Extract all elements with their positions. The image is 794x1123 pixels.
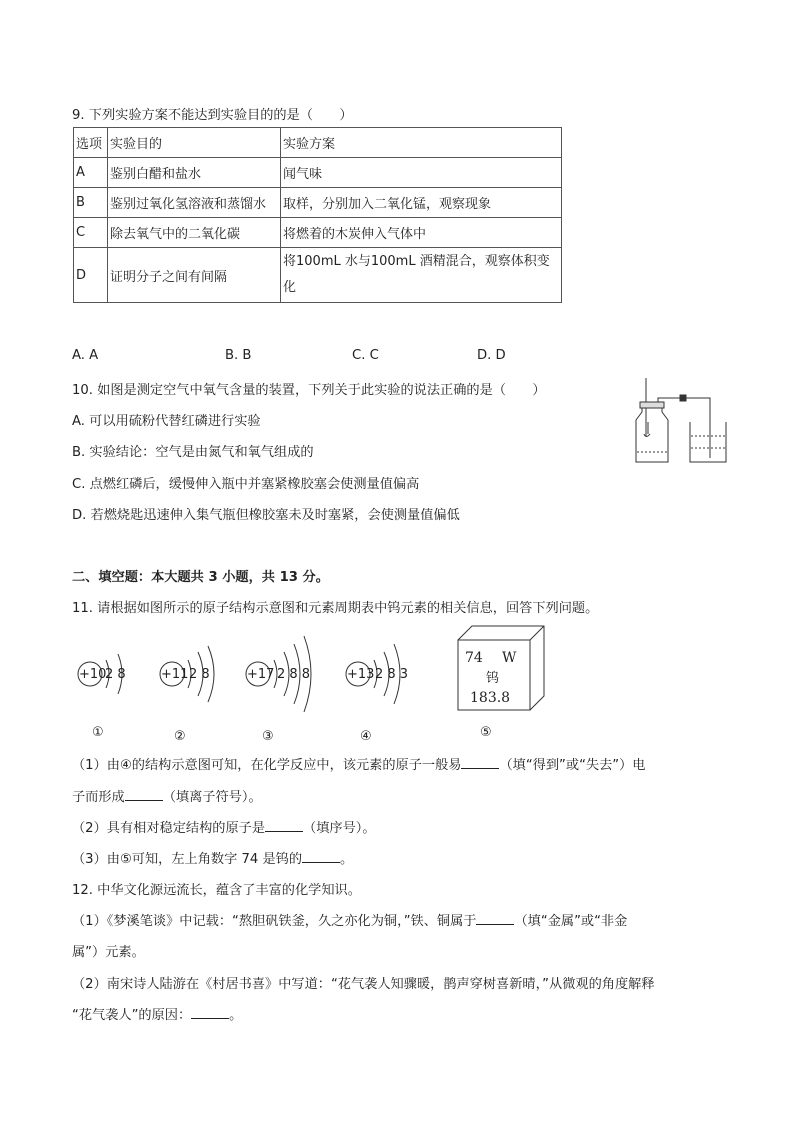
q11-sub3 [72, 848, 353, 867]
q12-sub1-text: （1）《梦溪笔谈》中记载：“熬胆矾铁釜，久之亦化为铜，”铁、铜属于 [72, 914, 477, 929]
q12-sub2-text: “花气袭人”的原因： [72, 1008, 192, 1023]
answer-blank[interactable] [191, 1006, 229, 1019]
cell-plan: 取样，分别加入二氧化锰，观察现象 [281, 188, 562, 218]
q12-stem: 12. 中华文化源远流长，蕴含了丰富的化学知识。 [72, 883, 361, 898]
q9-stem: 9. 下列实验方案不能达到实验目的的是（ ） [72, 108, 353, 123]
element-symbol: W [502, 650, 517, 666]
element-label: ⑤ [480, 725, 492, 740]
q12-sub1-text: （填“金属”或“非金 [514, 914, 628, 929]
cell-option: D [74, 248, 108, 303]
atom-3 [246, 636, 311, 744]
q11-sub2 [72, 817, 376, 836]
atom-3-label: ③ [262, 729, 274, 744]
q12-sub2-text: 。 [229, 1008, 243, 1023]
atom-4 [346, 644, 408, 744]
cell-purpose: 除去氧气中的二氧化碳 [108, 218, 281, 248]
option-d[interactable]: D. D [477, 348, 506, 363]
atom-1 [78, 654, 126, 740]
table-row [74, 188, 562, 218]
header-option: 选项 [74, 128, 108, 158]
cell-purpose: 鉴别过氧化氢溶液和蒸馏水 [108, 188, 281, 218]
q11-sub1-text: （填离子符号）。 [162, 790, 262, 805]
cell-plan [281, 248, 562, 303]
cell-option: B [74, 188, 108, 218]
table-header-row [74, 128, 562, 158]
atom-4-label: ④ [360, 729, 372, 744]
header-plan: 实验方案 [281, 128, 562, 158]
table-row [74, 158, 562, 188]
atom-2 [160, 646, 214, 744]
atom-1-nucleus: +10 [79, 667, 107, 682]
element-box [458, 626, 544, 740]
atom-2-label: ② [174, 729, 186, 744]
atom-3-shells: 2 8 8 [277, 667, 311, 682]
option-c[interactable]: C. C [352, 348, 379, 363]
atom-1-shells: 2 8 [105, 667, 126, 682]
q11-sub2-text: （填序号）。 [303, 821, 376, 836]
atom-2-nucleus: +11 [161, 667, 189, 682]
q11-sub1-line1 [72, 754, 645, 773]
atom-4-nucleus: +13 [347, 667, 375, 682]
option-b[interactable]: B. B [225, 348, 252, 363]
atom-1-label: ① [92, 725, 104, 740]
cell-plan: 将燃着的木炭伸入气体中 [281, 218, 562, 248]
atom-4-shells: 2 8 3 [375, 667, 409, 682]
q11-sub3-text: （3）由⑤可知，左上角数字 74 是钨的 [72, 852, 303, 867]
element-mass: 183.8 [470, 690, 511, 706]
q11-sub3-text: 。 [340, 852, 354, 867]
q10-option-b[interactable]: B. 实验结论：空气是由氮气和氧气组成的 [72, 445, 314, 460]
q11-stem: 11. 请根据如图所示的原子结构示意图和元素周期表中钨元素的相关信息，回答下列问题。 [72, 601, 599, 616]
answer-blank[interactable] [476, 912, 514, 925]
section-title: 二、填空题：本大题共 3 小题，共 13 分。 [72, 570, 329, 585]
q11-sub2-text: （2）具有相对稳定结构的原子是 [72, 821, 266, 836]
header-purpose: 实验目的 [108, 128, 281, 158]
q12-sub1-line1 [72, 910, 627, 929]
plan-line-1: 将100mL 水与100mL 酒精混合，观察体积变 [283, 254, 550, 269]
cell-purpose: 证明分子之间有间隔 [108, 248, 281, 303]
cell-purpose: 鉴别白醋和盐水 [108, 158, 281, 188]
q10-option-a[interactable]: A. 可以用硫粉代替红磷进行实验 [72, 414, 261, 429]
q10-option-c[interactable]: C. 点燃红磷后，缓慢伸入瓶中并塞紧橡胶塞会使测量值偏高 [72, 477, 420, 492]
answer-blank[interactable] [461, 756, 499, 769]
element-name: 钨 [486, 671, 500, 686]
q11-sub1-text: （1）由④的结构示意图可知，在化学反应中，该元素的原子一般易 [72, 758, 462, 773]
q12-sub2-line2 [72, 1004, 242, 1023]
q11-sub1-text: 子而形成 [72, 790, 125, 805]
cell-option: A [74, 158, 108, 188]
q10-option-d[interactable]: D. 若燃烧匙迅速伸入集气瓶但橡胶塞未及时塞紧，会使测量值偏低 [72, 508, 460, 523]
cell-option: C [74, 218, 108, 248]
q9-table [73, 127, 562, 303]
answer-blank[interactable] [265, 819, 303, 832]
q11-sub1-text: （填“得到”或“失去”）电 [499, 758, 646, 773]
q12-sub2-line1: （2）南宋诗人陆游在《村居书喜》中写道：“花气袭人知骤暖，鹊声穿树喜新晴，”从微观的角度解释 [72, 977, 655, 992]
atom-3-nucleus: +17 [247, 667, 275, 682]
table-row [74, 218, 562, 248]
answer-blank[interactable] [125, 788, 163, 801]
table-row [74, 248, 562, 303]
option-a[interactable]: A. A [72, 348, 99, 363]
atom-2-shells: 2 8 [189, 667, 210, 682]
oxygen-apparatus-diagram [630, 376, 730, 468]
cell-plan: 闻气味 [281, 158, 562, 188]
atom-structure-diagrams [72, 624, 552, 744]
plan-line-2: 化 [283, 280, 297, 295]
element-number: 74 [465, 650, 483, 666]
answer-blank[interactable] [302, 850, 340, 863]
q12-sub1-line2: 属”）元素。 [72, 945, 145, 960]
q10-stem: 10. 如图是测定空气中氧气含量的装置，下列关于此实验的说法正确的是（ ） [72, 383, 546, 398]
q11-sub1-line2 [72, 786, 262, 805]
